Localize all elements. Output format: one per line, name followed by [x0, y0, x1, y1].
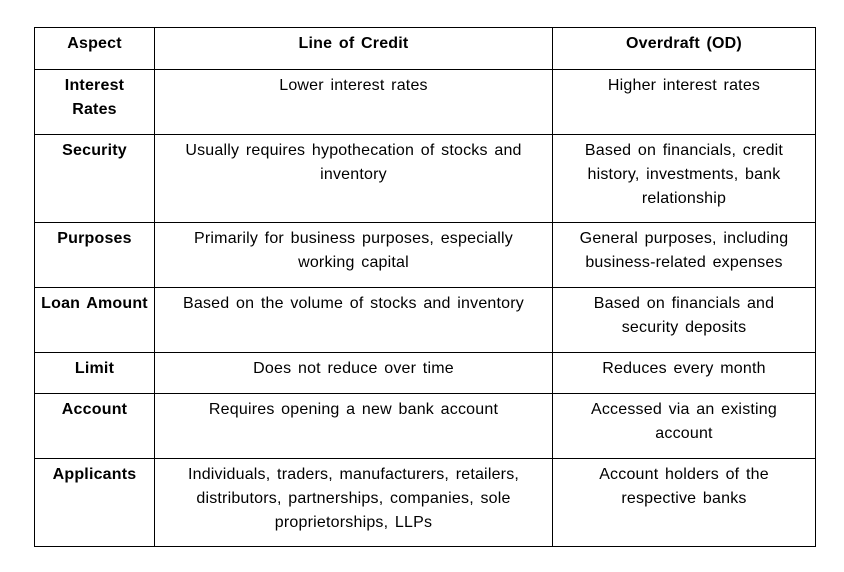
table-row — [35, 394, 816, 459]
overdraft-cell: General purposes, including business-related expenses — [553, 223, 816, 288]
row-aspect-security: Security — [35, 135, 155, 223]
table-row — [35, 223, 816, 288]
table-row — [35, 135, 816, 223]
row-aspect-loan-amount: Loan Amount — [35, 288, 155, 353]
row-aspect-purposes: Purposes — [35, 223, 155, 288]
header-row — [35, 28, 816, 70]
header-overdraft: Overdraft (OD) — [553, 28, 816, 70]
header-aspect: Aspect — [35, 28, 155, 70]
row-aspect-limit: Limit — [35, 353, 155, 394]
table-row — [35, 70, 816, 135]
line-of-credit-cell: Does not reduce over time — [155, 353, 553, 394]
overdraft-cell: Based on financials, credit history, investments, bank relationship — [553, 135, 816, 223]
line-of-credit-cell: Individuals, traders, manufacturers, retailers, distributors, partnerships, companies, sole proprietorships, LLPs — [155, 459, 553, 547]
overdraft-cell: Account holders of the respective banks — [553, 459, 816, 547]
line-of-credit-cell: Usually requires hypothecation of stocks and inventory — [155, 135, 553, 223]
comparison-table — [34, 27, 816, 547]
overdraft-cell: Reduces every month — [553, 353, 816, 394]
table-row — [35, 353, 816, 394]
table-row — [35, 288, 816, 353]
overdraft-cell: Based on financials and security deposits — [553, 288, 816, 353]
line-of-credit-cell: Primarily for business purposes, especially working capital — [155, 223, 553, 288]
row-aspect-applicants: Applicants — [35, 459, 155, 547]
header-line-of-credit: Line of Credit — [155, 28, 553, 70]
line-of-credit-cell: Requires opening a new bank account — [155, 394, 553, 459]
line-of-credit-cell: Based on the volume of stocks and inventory — [155, 288, 553, 353]
row-aspect-interest-rates: Interest Rates — [35, 70, 155, 135]
row-aspect-account: Account — [35, 394, 155, 459]
table-row — [35, 459, 816, 547]
overdraft-cell: Higher interest rates — [553, 70, 816, 135]
line-of-credit-cell: Lower interest rates — [155, 70, 553, 135]
overdraft-cell: Accessed via an existing account — [553, 394, 816, 459]
